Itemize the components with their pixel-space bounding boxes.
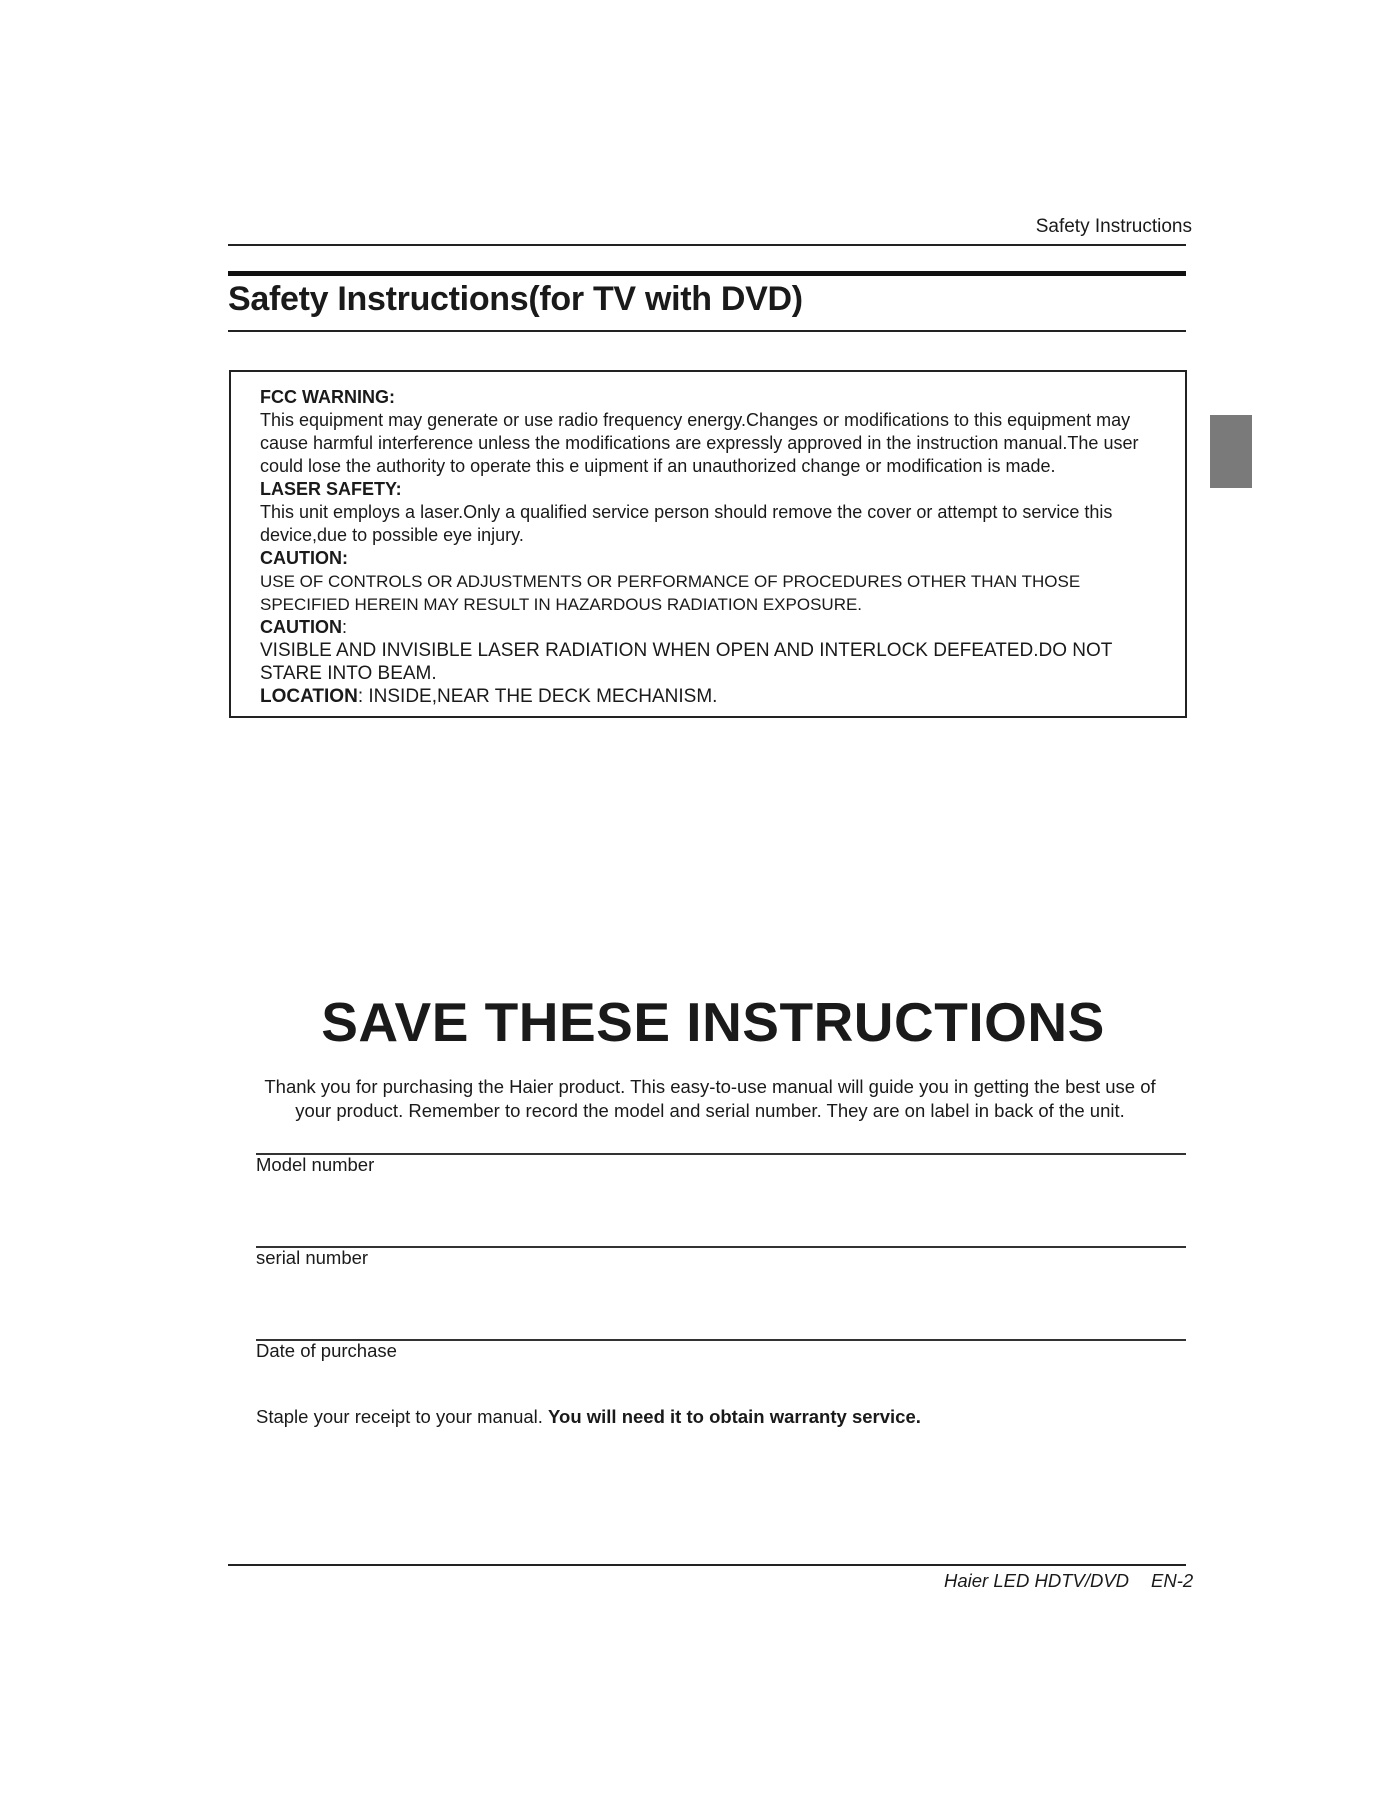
serial-number-label: serial number <box>256 1247 369 1268</box>
laser-safety-text: This unit employs a laser.Only a qualified service person should remove the cover or attempt to service this device,due to possible eye injury. <box>260 502 1113 545</box>
location-text: : INSIDE,NEAR THE DECK MECHANISM. <box>357 686 718 707</box>
caution-heading: CAUTION: <box>260 548 348 568</box>
footer-model: Haier LED HDTV/DVD <box>944 1570 1130 1591</box>
model-number-label: Model number <box>256 1154 375 1175</box>
model-number-line <box>256 1153 1186 1155</box>
save-instructions-title: SAVE THESE INSTRUCTIONS <box>321 991 1105 1053</box>
laser-radiation-text: VISIBLE AND INVISIBLE LASER RADIATION WHEN OPEN AND INTERLOCK DEFEATED.DO NOT STARE INTO BEAM. <box>260 640 1113 684</box>
caution-text: USE OF CONTROLS OR ADJUSTMENTS OR PERFORMANCE OF PROCEDURES OTHER THAN THOSE SPECIFIED HEREIN MAY RESULT IN HAZARDOUS RADIATION EXPOSURE. <box>260 572 1081 614</box>
warning-box <box>229 370 1187 718</box>
staple-bold-text: You will need it to obtain warranty service. <box>548 1406 921 1427</box>
caution-laser-colon: : <box>342 617 348 637</box>
serial-number-line <box>256 1246 1186 1248</box>
location-line <box>260 685 1160 708</box>
staple-note <box>256 1406 921 1428</box>
chapter-tab <box>1210 415 1252 488</box>
fcc-warning-heading: FCC WARNING: <box>260 387 395 407</box>
header-rule <box>228 244 1186 246</box>
laser-safety-heading: LASER SAFETY: <box>260 479 402 499</box>
date-of-purchase-label: Date of purchase <box>256 1340 397 1361</box>
title-bottom-rule <box>228 330 1186 332</box>
fcc-warning-text: This equipment may generate or use radio frequency energy.Changes or modifications to this equipment may cause harmful interference unless the modifications are expressly approved in the instruction manual.The user could lose the authority to operate this e uipment if an unauthorized change or modification is made. <box>260 410 1139 476</box>
title-top-rule <box>228 271 1186 276</box>
footer-rule <box>228 1564 1186 1566</box>
caution-laser-heading <box>260 616 1185 639</box>
staple-text: Staple your receipt to your manual. <box>256 1406 549 1427</box>
running-head: Safety Instructions <box>1035 216 1192 237</box>
page-title: Safety Instructions(for TV with DVD) <box>228 280 803 318</box>
caution-laser-label: CAUTION <box>260 617 342 637</box>
page-number: EN-2 <box>1151 1570 1194 1591</box>
location-label: LOCATION <box>260 686 358 707</box>
thanks-text: Thank you for purchasing the Haier product. This easy-to-use manual will guide you in getting the best use of your product. Remember to record the model and serial number. They are on label in back of the unit. <box>264 1076 1156 1121</box>
